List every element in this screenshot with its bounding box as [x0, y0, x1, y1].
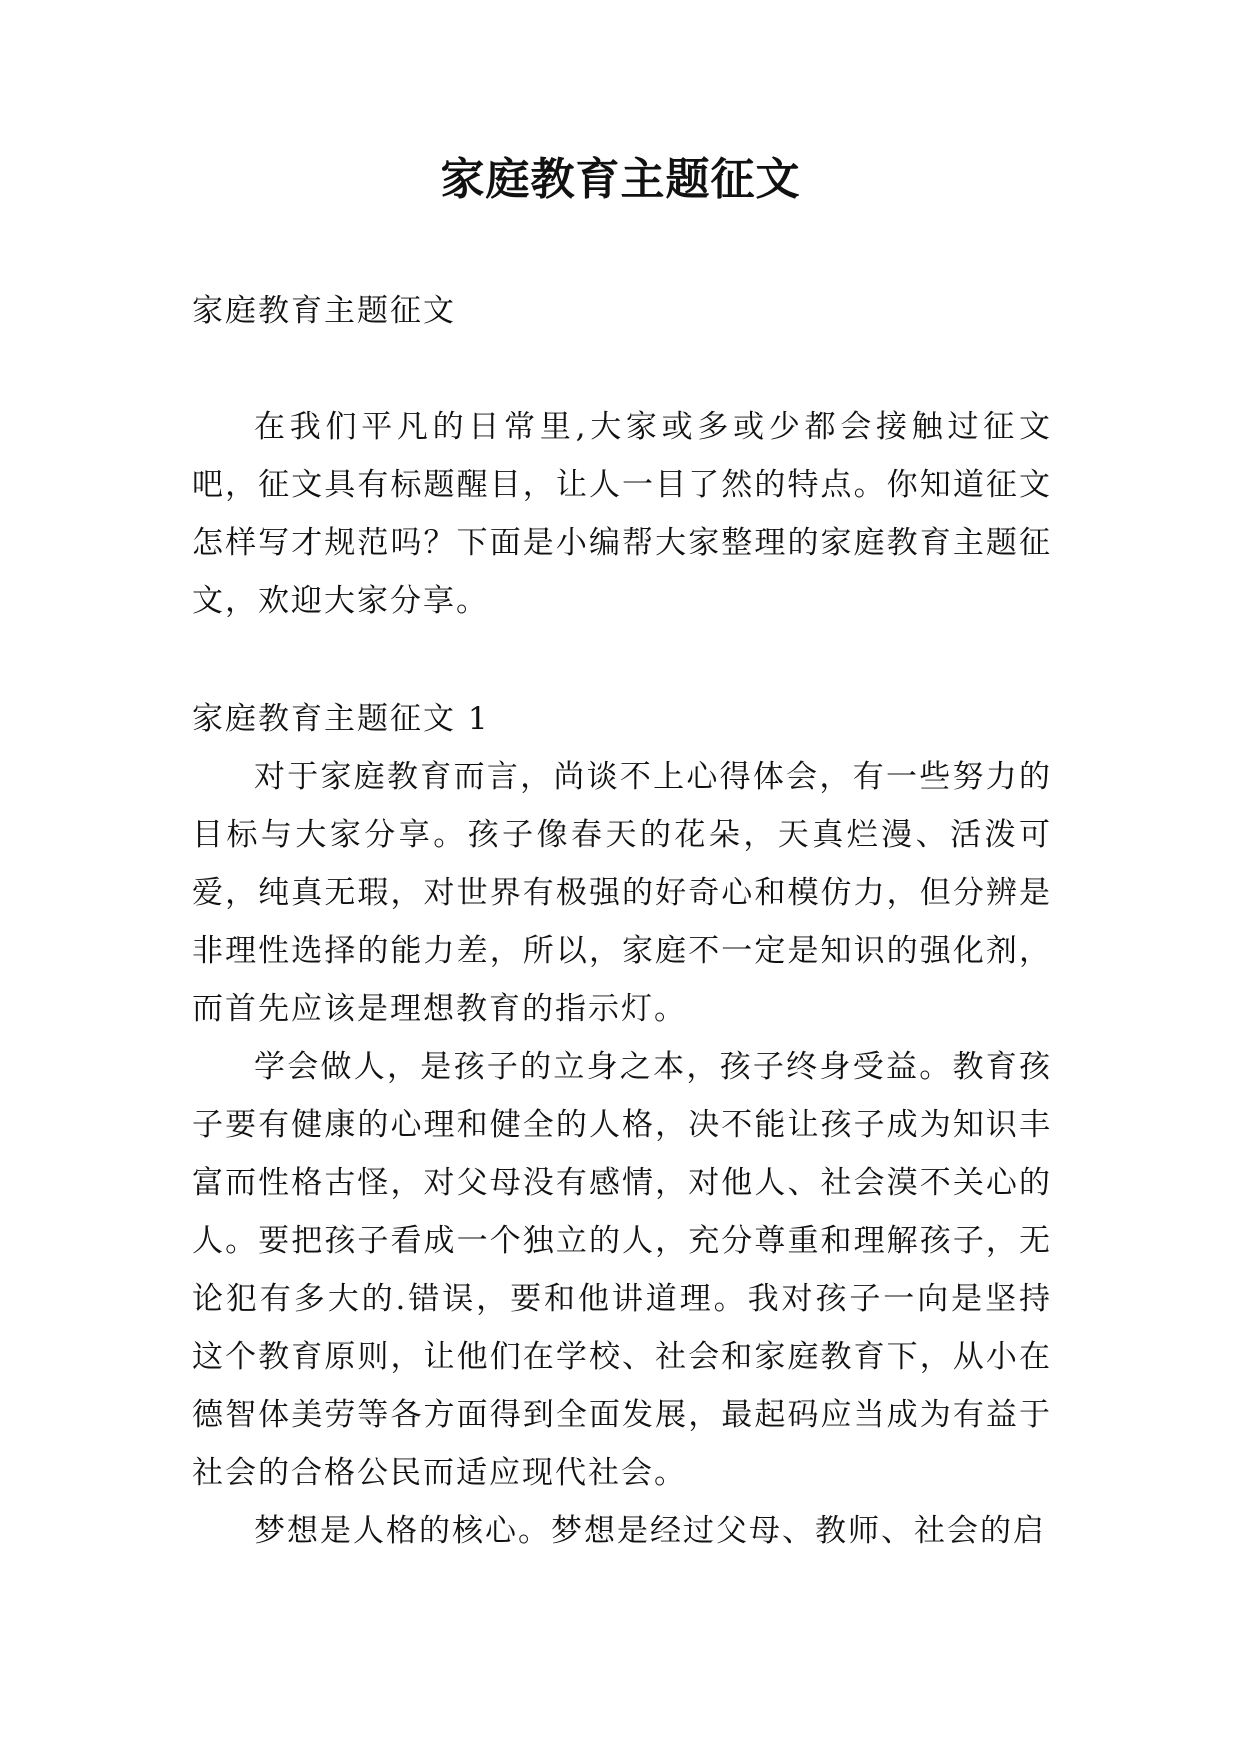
- spacer: [192, 630, 1052, 690]
- document-subtitle: 家庭教育主题征文: [192, 293, 456, 329]
- document-title: 家庭教育主题征文: [440, 154, 801, 205]
- section-heading: 家庭教育主题征文 1: [192, 701, 490, 737]
- body-paragraph: 对于家庭教育而言，尚谈不上心得体会，有一些努力的目标与大家分享。孩子像春天的花朵，天真烂漫、活泼可爱，纯真无瑕，对世界有极强的好奇心和模仿力，但分辨是非理性选择的能力差，所以，家庭不一定是知识的强化剂，而首先应该是理想教育的指示灯。: [192, 759, 1052, 1027]
- document-body: [192, 282, 1052, 1560]
- intro-paragraph: 在我们平凡的日常里,大家或多或少都会接触过征文吧，征文具有标题醒目，让人一目了然的特点。你知道征文怎样写才规范吗？下面是小编帮大家整理的家庭教育主题征文，欢迎大家分享。: [192, 409, 1052, 619]
- body-paragraph: 学会做人，是孩子的立身之本，孩子终身受益。教育孩子要有健康的心理和健全的人格，决不能让孩子成为知识丰富而性格古怪，对父母没有感情，对他人、社会漠不关心的人。要把孩子看成一个独立的人，充分尊重和理解孩子，无论犯有多大的.错误，要和他讲道理。我对孩子一向是坚持这个教育原则，让他们在学校、社会和家庭教育下，从小在德智体美劳等各方面得到全面发展，最起码应当成为有益于社会的合格公民而适应现代社会。: [192, 1049, 1052, 1491]
- spacer: [192, 340, 1052, 398]
- body-paragraph: 梦想是人格的核心。梦想是经过父母、教师、社会的启: [254, 1513, 1046, 1549]
